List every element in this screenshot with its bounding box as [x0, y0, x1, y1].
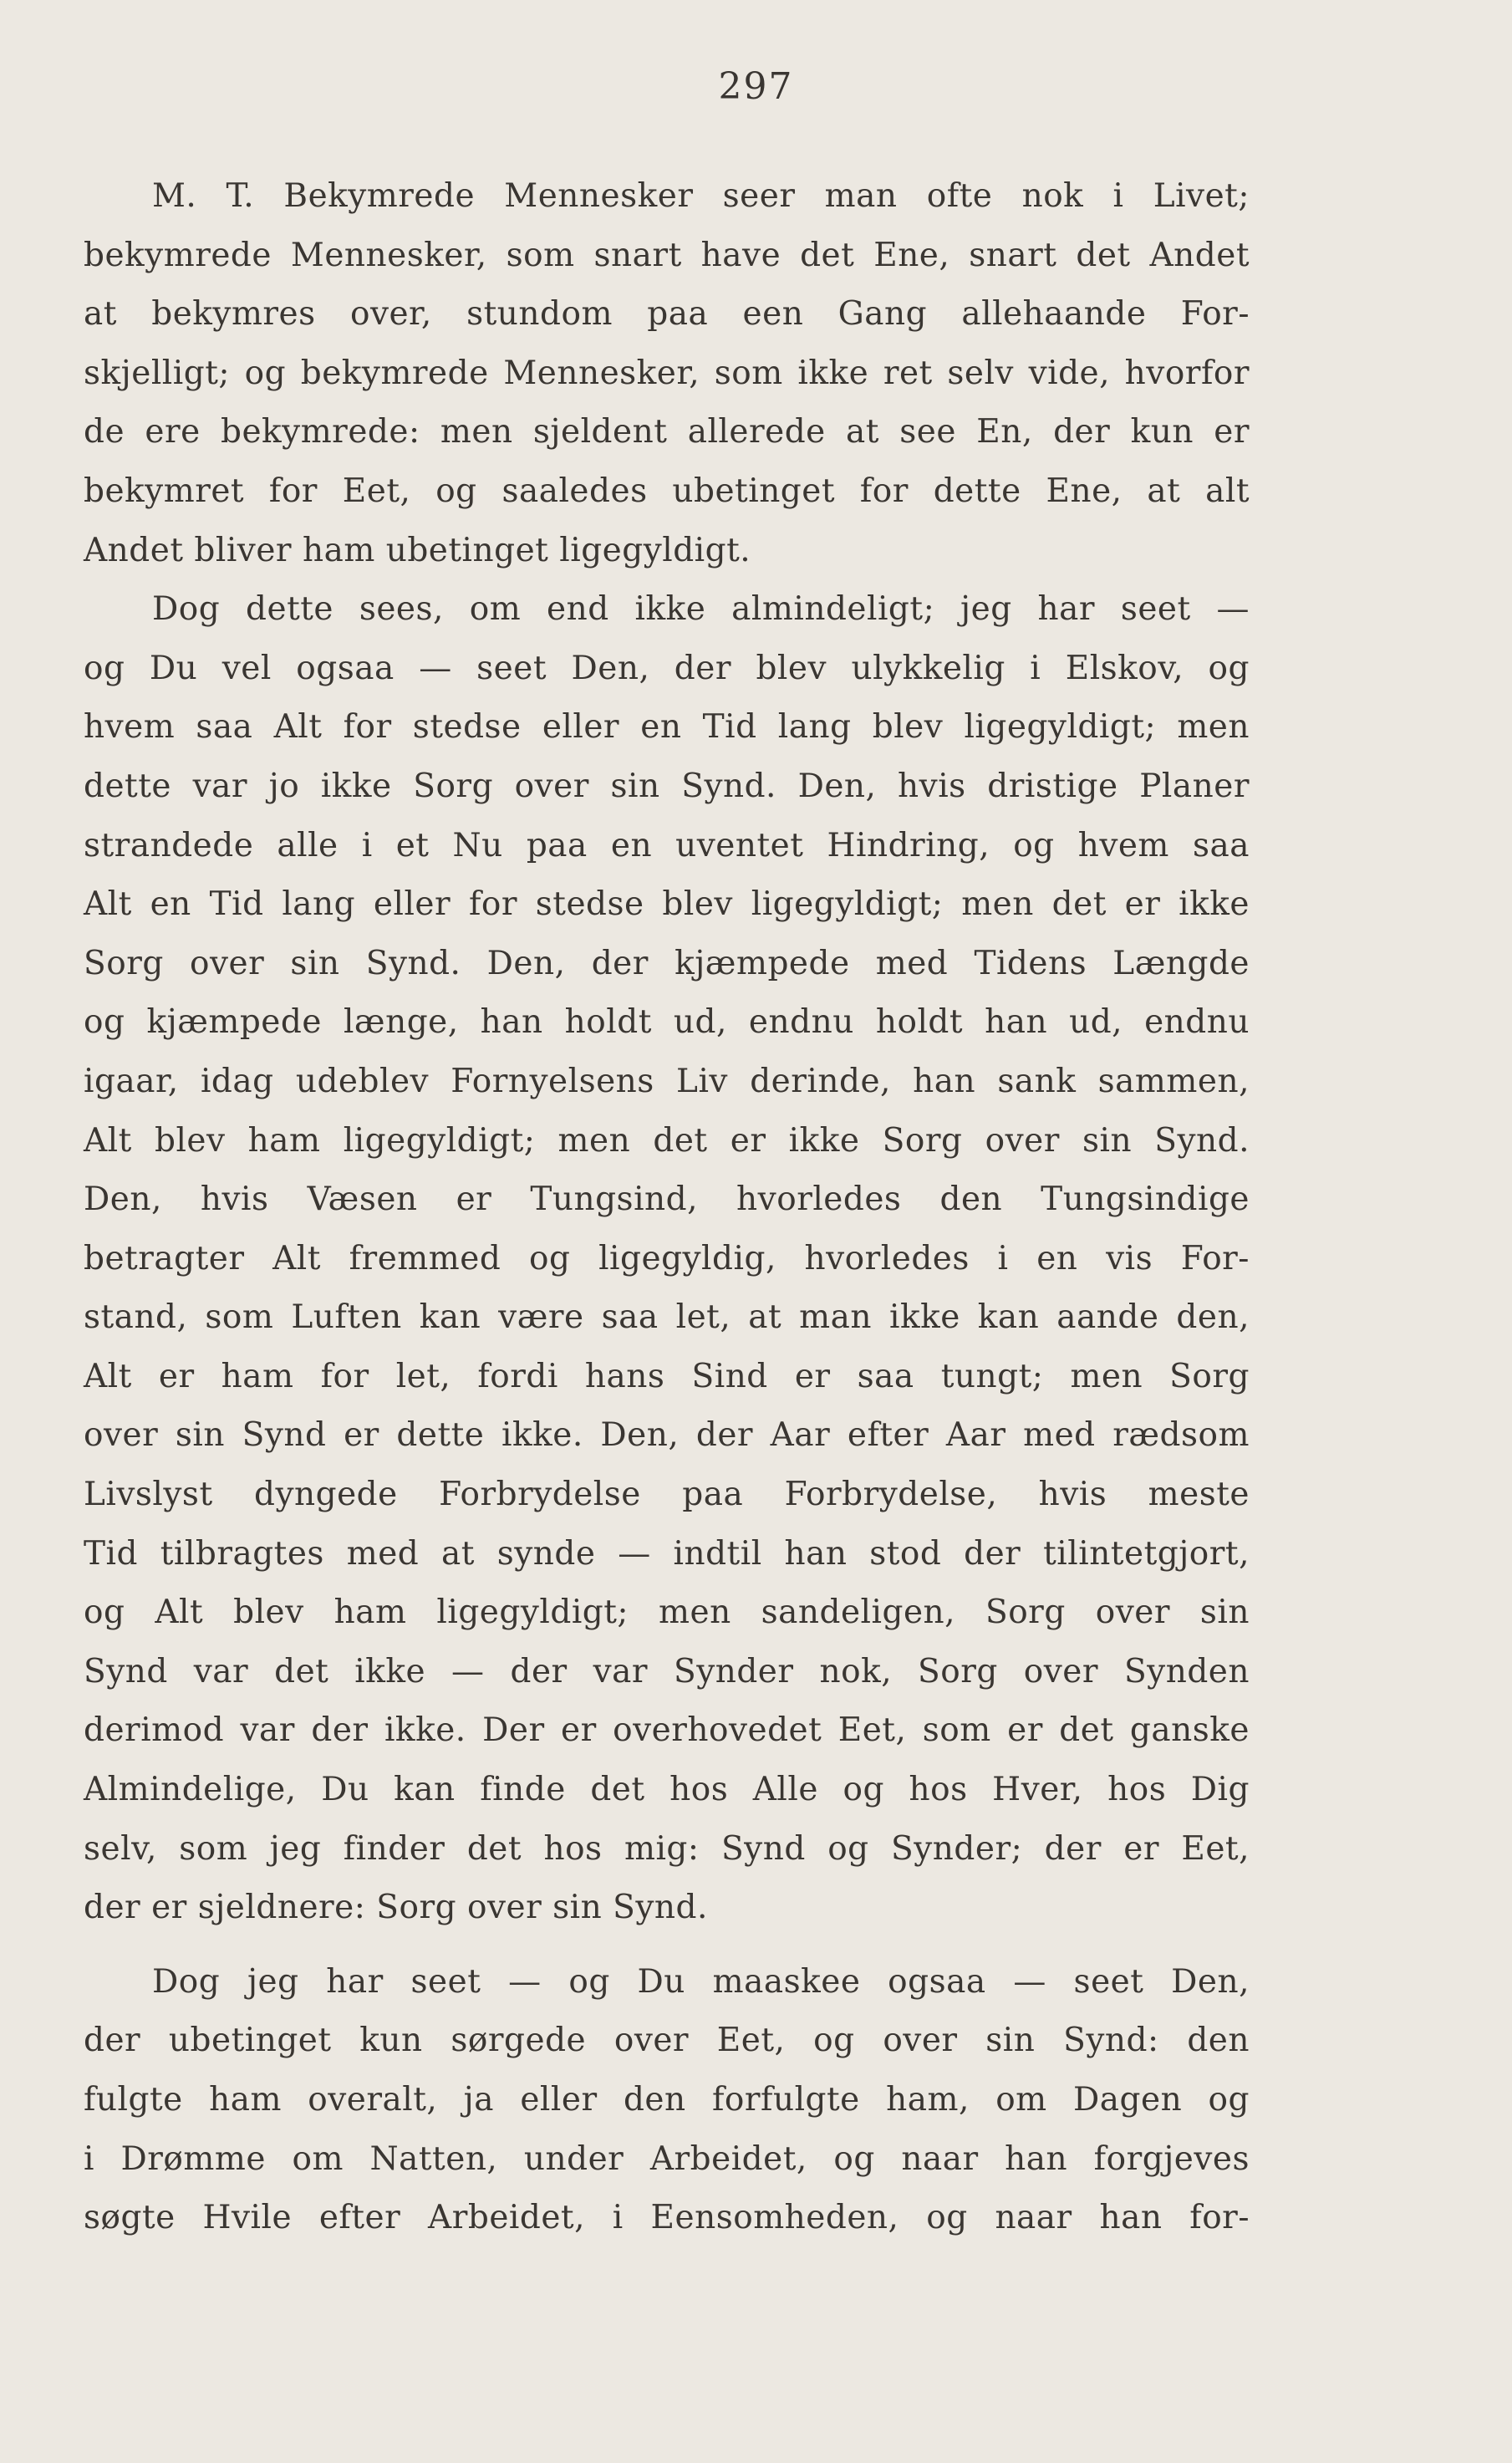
paragraph-3: [84, 1953, 1250, 2248]
body-text: [84, 167, 1250, 2248]
text-line: Alt blev ham ligegyldigt; men det er ikke Sorg over sin Synd.: [84, 1121, 1250, 1160]
page-number: 297: [718, 65, 794, 108]
text-line: strandede alle i et Nu paa en uventet Hindring, og hvem saa: [84, 826, 1250, 864]
text-line: Livslyst dyngede Forbrydelse paa Forbrydelse, hvis meste: [84, 1476, 1250, 1514]
text-line: bekymrede Mennesker, som snart have det Ene, snart det Andet: [84, 236, 1250, 274]
text-line: Almindelige, Du kan finde det hos Alle og hos Hver, hos Dig: [84, 1771, 1250, 1809]
text-line: i Drømme om Natten, under Arbeidet, og naar han forgjeves: [84, 2139, 1250, 2178]
paragraph-1: [84, 167, 1250, 580]
text-line: bekymret for Eet, og saaledes ubetinget for dette Ene, at alt: [84, 472, 1250, 510]
text-line: der ubetinget kun sørgede over Eet, og over sin Synd: den: [84, 2022, 1250, 2060]
text-line: Alt en Tid lang eller for stedse blev ligegyldigt; men det er ikke: [84, 885, 1250, 924]
text-line: igaar, idag udeblev Fornyelsens Liv derinde, han sank sammen,: [84, 1062, 1250, 1100]
text-line: betragter Alt fremmed og ligegyldig, hvorledes i en vis For-: [84, 1239, 1250, 1277]
text-line: M. T. Bekymrede Mennesker seer man ofte nok i Livet;: [152, 177, 1250, 215]
text-line: at bekymres over, stundom paa een Gang allehaande For-: [84, 295, 1250, 334]
text-line: skjelligt; og bekymrede Mennesker, som ikke ret selv vide, hvorfor: [84, 354, 1250, 392]
text-line: søgte Hvile efter Arbeidet, i Eensomheden, og naar han for-: [84, 2199, 1250, 2237]
text-line: og Du vel ogsaa — seet Den, der blev ulykkelig i Elskov, og: [84, 649, 1250, 687]
text-line: Dog dette sees, om end ikke almindeligt; jeg har seet —: [152, 590, 1250, 629]
text-line: Dog jeg har seet — og Du maaskee ogsaa — seet Den,: [152, 1962, 1250, 2001]
text-line: der er sjeldnere: Sorg over sin Synd.: [84, 1889, 708, 1927]
text-line: Andet bliver ham ubetinget ligegyldigt.: [84, 531, 751, 569]
text-line: dette var jo ikke Sorg over sin Synd. Den, hvis dristige Planer: [84, 767, 1250, 805]
text-line: Den, hvis Væsen er Tungsind, hvorledes den Tungsindige: [84, 1181, 1250, 1219]
text-line: over sin Synd er dette ikke. Den, der Aar efter Aar med rædsom: [84, 1416, 1250, 1455]
text-line: derimod var der ikke. Der er overhovedet Eet, som er det ganske: [84, 1711, 1250, 1750]
text-line: og kjæmpede længe, han holdt ud, endnu holdt han ud, endnu: [84, 1003, 1250, 1042]
paragraph-spacer: [84, 1938, 1250, 1953]
text-line: stand, som Luften kan være saa let, at man ikke kan aande den,: [84, 1298, 1250, 1337]
paragraph-2: [84, 580, 1250, 1938]
text-line: Sorg over sin Synd. Den, der kjæmpede med Tidens Længde: [84, 944, 1250, 982]
text-line: de ere bekymrede: men sjeldent allerede at see En, der kun er: [84, 413, 1250, 451]
text-line: hvem saa Alt for stedse eller en Tid lang blev ligegyldigt; men: [84, 708, 1250, 747]
text-line: fulgte ham overalt, ja eller den forfulgte ham, om Dagen og: [84, 2081, 1250, 2119]
text-line: Synd var det ikke — der var Synder nok, Sorg over Synden: [84, 1652, 1250, 1690]
text-line: Tid tilbragtes med at synde — indtil han stod der tilintetgjort,: [84, 1534, 1250, 1573]
text-line: og Alt blev ham ligegyldigt; men sandeligen, Sorg over sin: [84, 1594, 1250, 1632]
text-line: Alt er ham for let, fordi hans Sind er saa tungt; men Sorg: [84, 1357, 1250, 1395]
text-line: selv, som jeg finder det hos mig: Synd og Synder; der er Eet,: [84, 1829, 1250, 1868]
